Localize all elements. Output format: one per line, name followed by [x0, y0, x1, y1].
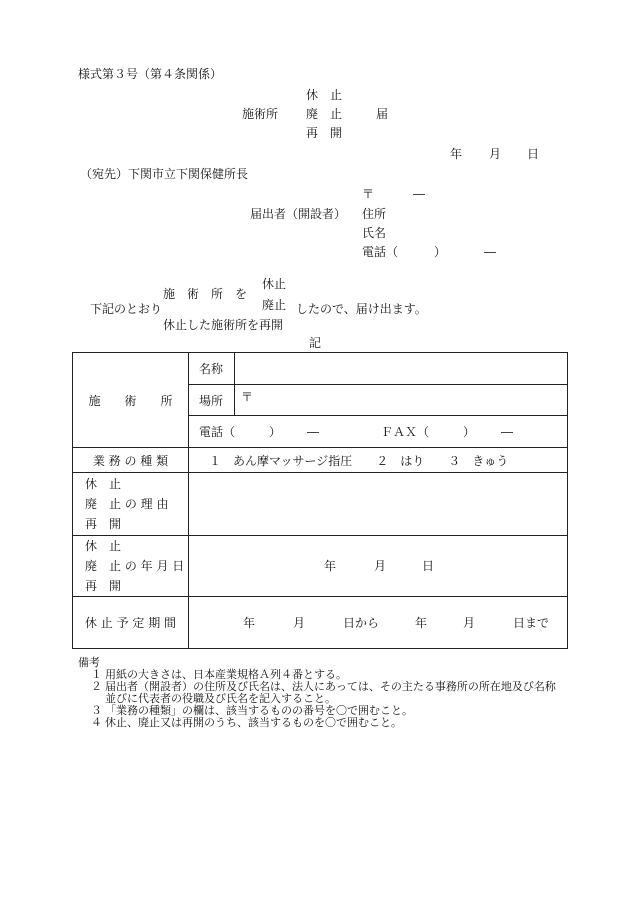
date-label-reopen: 再 開 — [85, 579, 122, 593]
title-option-suspend: 休 止 — [306, 88, 343, 102]
title-suffix: 届 — [376, 107, 389, 121]
statement-option-reopen: 休止した施術所を再開 — [163, 318, 284, 332]
notes-title: 備考 — [78, 656, 100, 669]
phone-dash: ― — [484, 245, 496, 259]
facility-phone-fax-field[interactable] — [189, 416, 568, 448]
date-year: 年 — [450, 147, 463, 161]
period-from-year: 年 — [243, 616, 256, 630]
notes-section — [78, 657, 556, 729]
table-row — [73, 536, 568, 597]
date-day: 日 — [527, 147, 540, 161]
statement-option-abolish: 廃止 — [262, 298, 287, 312]
title-prefix: 施術所 — [242, 107, 279, 121]
applicant-postal-dash: ― — [413, 187, 425, 201]
date-label — [73, 536, 189, 597]
note-item: １ 用紙の大きさは、日本産業規格Ａ列４番とする。 — [91, 668, 347, 681]
date-field[interactable] — [189, 536, 568, 597]
form-number: 様式第３号（第４条関係） — [78, 67, 223, 81]
period-label: 休 止 予 定 期 間 — [73, 597, 189, 649]
note-item: ２ 届出者（開設者）の住所及び氏名は、法人にあっては、その主たる事務所の所在地及び名称 — [91, 680, 556, 693]
date-month: 月 — [489, 147, 502, 161]
period-field[interactable] — [189, 597, 568, 649]
facility-fax-dash: ― — [501, 425, 513, 439]
facility-place-label: 場所 — [189, 385, 235, 416]
note-item: 並びに代表者の役職及び氏名を記入すること。 — [105, 692, 336, 705]
note-item: ４ 休止、廃止又は再開のうち、該当するものを〇で囲むこと。 — [91, 716, 402, 729]
facility-name-label: 名称 — [189, 353, 235, 385]
title-option-reopen: 再 開 — [306, 126, 343, 140]
address-label: 住所 — [362, 207, 387, 221]
title-option-abolish: 廃 止 — [306, 107, 343, 121]
facility-fax-label: ＦＡＸ（ — [381, 425, 430, 439]
facility-fax-close: ） — [463, 425, 476, 439]
reason-field[interactable] — [189, 473, 568, 536]
notification-table — [72, 352, 568, 649]
facility-phone-close: ） — [269, 425, 282, 439]
date-field-month: 月 — [374, 559, 387, 573]
applicant-postal-mark: 〒 — [362, 187, 375, 201]
statement-prefix: 下記のとおり — [90, 302, 163, 316]
facility-place-field[interactable] — [235, 385, 568, 416]
facility-name-field[interactable] — [235, 353, 568, 385]
facility-label: 施 術 所 — [73, 353, 189, 448]
reason-label-suspend: 休 止 — [85, 477, 122, 491]
table-row — [73, 473, 568, 536]
place-postal-mark: 〒 — [241, 390, 254, 404]
table-row — [73, 448, 568, 473]
business-type-options[interactable]: １ あん摩マッサージ指圧 ２ はり ３ きゅう — [189, 448, 568, 473]
statement-subject: 施 術 所 を — [163, 287, 248, 301]
period-to-year: 年 — [415, 616, 428, 630]
ki-heading: 記 — [309, 336, 322, 350]
business-type-label: 業 務 の 種 類 — [73, 448, 189, 473]
date-field-day: 日 — [422, 559, 435, 573]
addressee: （宛先）下関市立下関保健所長 — [80, 167, 249, 181]
reason-label — [73, 473, 189, 536]
phone-label: 電話（ — [362, 245, 399, 259]
reason-label-reopen: 再 開 — [85, 517, 122, 531]
period-to-day: 日まで — [513, 616, 550, 630]
date-field-year: 年 — [324, 559, 337, 573]
statement-suffix: したので、届け出ます。 — [296, 302, 427, 316]
statement-option-suspend: 休止 — [262, 277, 287, 291]
facility-phone-dash: ― — [307, 425, 319, 439]
period-to-month: 月 — [463, 616, 476, 630]
name-label: 氏名 — [362, 226, 387, 240]
facility-phone-label: 電話（ — [199, 425, 236, 439]
applicant-label: 届出者（開設者） — [250, 207, 347, 221]
reason-label-abolish: 廃 止 の 理 由 — [85, 497, 169, 511]
table-row — [73, 597, 568, 649]
period-from-month: 月 — [293, 616, 306, 630]
table-row — [73, 353, 568, 385]
phone-close: ） — [434, 245, 447, 259]
date-label-suspend: 休 止 — [85, 539, 122, 553]
note-item: ３ 「業務の種類」の欄は、該当するものの番号を〇で囲むこと。 — [91, 704, 413, 717]
date-label-abolish: 廃 止 の 年 月 日 — [85, 559, 185, 573]
period-from-day: 日から — [343, 616, 380, 630]
